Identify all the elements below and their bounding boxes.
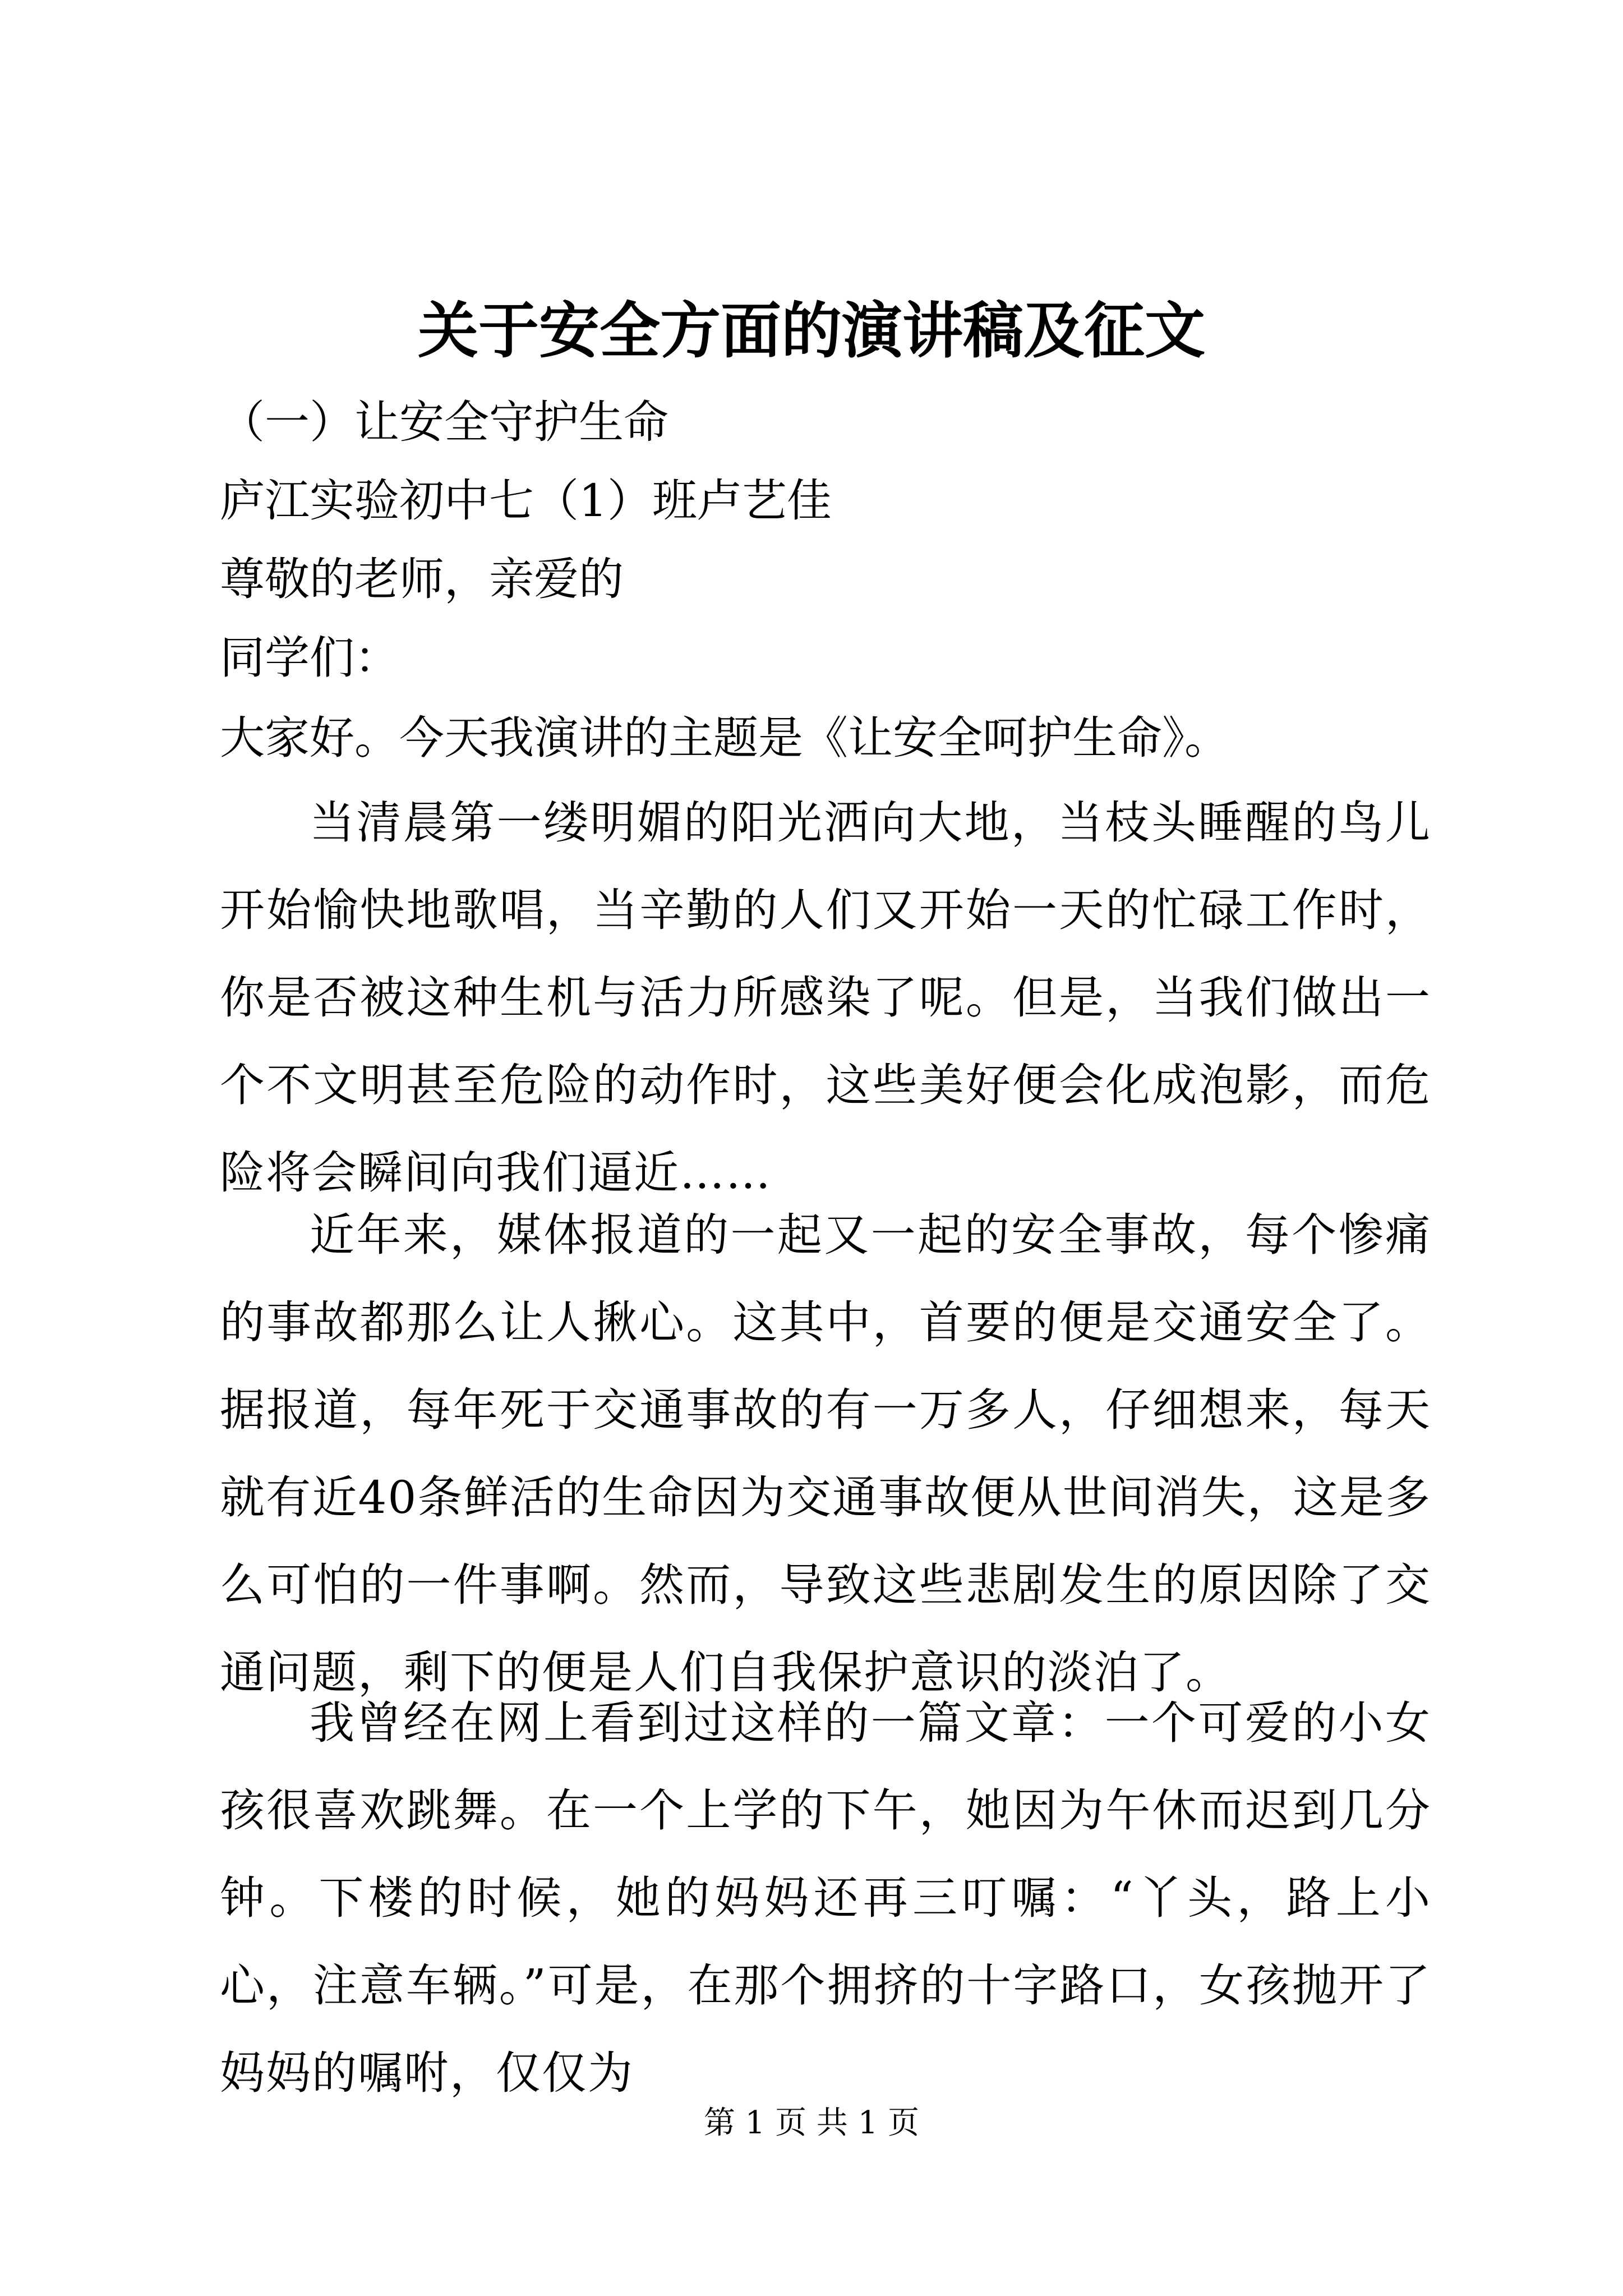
page-footer: 第 1 页 共 1 页 — [703, 2105, 920, 2141]
intro-line: 大家好。今天我演讲的主题是《让安全呵护生命》。 — [220, 712, 1229, 764]
author-line: 庐江实验初中七（1）班卢艺佳 — [220, 475, 832, 527]
section-heading: （一）让安全守护生命 — [220, 396, 668, 448]
paragraph-3: 我曾经在网上看到过这样的一篇文章：一个可爱的小女孩很喜欢跳舞。在一个上学的下午，她因为午休而迟到几分钟。下楼的时候，她的妈妈还再三叮嘱：“丫头，路上小心，注意车辆。”可是，在那个拥挤的十字路口，女孩抛开了妈妈的嘱咐，仅仅为 — [220, 1697, 1431, 2099]
greeting-line-2: 同学们： — [220, 632, 399, 684]
document-title: 关于安全方面的演讲稿及征文 — [417, 296, 1205, 366]
paragraph-1: 当清晨第一缕明媚的阳光洒向大地，当枝头睡醒的鸟儿开始愉快地歌唱，当辛勤的人们又开始一天的忙碌工作时，你是否被这种生机与活力所感染了呢。但是，当我们做出一个不文明甚至危险的动作时，这些美好便会化成泡影，而危险将会瞬间向我们逼近…… — [220, 797, 1431, 1199]
greeting-line-1: 尊敬的老师，亲爱的 — [220, 553, 624, 605]
paragraph-2: 近年来，媒体报道的一起又一起的安全事故，每个惨痛的事故都那么让人揪心。这其中，首要的便是交通安全了。据报道，每年死于交通事故的有一万多人，仔细想来，每天就有近40条鲜活的生命因为交通事故便从世间消失，这是多么可怕的一件事啊。然而，导致这些悲剧发生的原因除了交通问题，剩下的便是人们自我保护意识的淡泊了。 — [220, 1209, 1431, 1699]
